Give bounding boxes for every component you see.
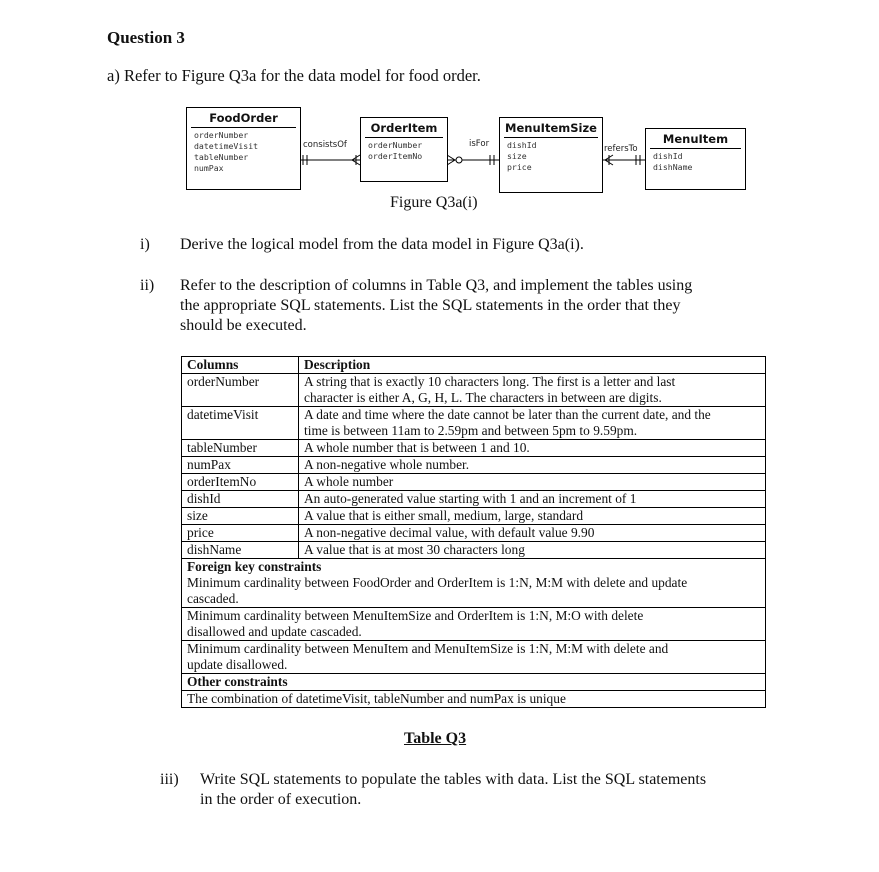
item-text: Derive the logical model from the data model in Figure Q3a(i). bbox=[180, 236, 584, 253]
item-text-line: Refer to the description of columns in Table Q3, and implement the tables using bbox=[180, 277, 693, 294]
table-row bbox=[182, 542, 766, 559]
table-row bbox=[182, 508, 766, 525]
table-row bbox=[182, 407, 766, 440]
other-text: The combination of datetimeVisit, tableNumber and numPax is unique bbox=[182, 691, 766, 708]
other-row bbox=[182, 691, 766, 708]
fk-line: Minimum cardinality between FoodOrder and OrderItem is 1:N, M:M with delete and update bbox=[187, 575, 688, 590]
header-description: Description bbox=[299, 357, 766, 374]
item-iii bbox=[160, 770, 840, 812]
table-q3 bbox=[181, 356, 766, 708]
column-description bbox=[299, 407, 766, 440]
fk-line: disallowed and update cascaded. bbox=[187, 624, 362, 639]
desc-line: character is either A, G, H, L. The characters in between are digits. bbox=[304, 390, 662, 405]
desc-line: time is between 11am to 2.59pm and between 5pm to 9.59pm. bbox=[304, 423, 638, 438]
column-description: A non-negative whole number. bbox=[299, 457, 766, 474]
attribute: datetimeVisit bbox=[194, 141, 259, 151]
fk-text bbox=[182, 575, 766, 608]
attribute: dishId bbox=[507, 140, 537, 150]
item-ii bbox=[140, 276, 820, 338]
other-heading: Other constraints bbox=[182, 674, 766, 691]
column-name: numPax bbox=[182, 457, 299, 474]
table-row bbox=[182, 525, 766, 542]
column-name: dishId bbox=[182, 491, 299, 508]
relationship-label: refersTo bbox=[604, 144, 638, 154]
item-text-line: should be executed. bbox=[180, 317, 307, 334]
column-description: An auto-generated value starting with 1 and an increment of 1 bbox=[299, 491, 766, 508]
column-name: tableNumber bbox=[182, 440, 299, 457]
figure-caption: Figure Q3a(i) bbox=[390, 194, 478, 211]
table-row bbox=[182, 474, 766, 491]
relationship-label: consistsOf bbox=[303, 140, 347, 150]
fk-text bbox=[182, 608, 766, 641]
entity-name: OrderItem bbox=[370, 121, 438, 135]
attribute: orderItemNo bbox=[368, 151, 423, 161]
column-name: size bbox=[182, 508, 299, 525]
fk-line: Minimum cardinality between MenuItem and MenuItemSize is 1:N, M:M with delete and bbox=[187, 641, 669, 656]
fk-line: cascaded. bbox=[187, 591, 239, 606]
desc-line: A date and time where the date cannot be later than the current date, and the bbox=[304, 407, 711, 422]
column-name: orderItemNo bbox=[182, 474, 299, 491]
part-a-text: a) Refer to Figure Q3a for the data model for food order. bbox=[107, 66, 481, 85]
column-description: A whole number bbox=[299, 474, 766, 491]
desc-line: A string that is exactly 10 characters long. The first is a letter and last bbox=[304, 374, 676, 389]
column-name: datetimeVisit bbox=[182, 407, 299, 440]
table-row bbox=[182, 440, 766, 457]
attribute: dishId bbox=[653, 151, 683, 161]
column-description: A non-negative decimal value, with default value 9.90 bbox=[299, 525, 766, 542]
other-heading-row bbox=[182, 674, 766, 691]
fk-line: Minimum cardinality between MenuItemSize and OrderItem is 1:N, M:O with delete bbox=[187, 608, 644, 623]
column-description: A whole number that is between 1 and 10. bbox=[299, 440, 766, 457]
entity-orderitem bbox=[360, 117, 448, 182]
item-number: i) bbox=[140, 236, 150, 253]
item-text-line: the appropriate SQL statements. List the SQL statements in the order that they bbox=[180, 297, 681, 314]
fk-line: update disallowed. bbox=[187, 657, 288, 672]
entity-menuitemsize bbox=[499, 117, 603, 193]
header-columns: Columns bbox=[182, 357, 299, 374]
table-row bbox=[182, 457, 766, 474]
column-description bbox=[299, 374, 766, 407]
attribute: orderNumber bbox=[368, 140, 423, 150]
attribute: dishName bbox=[653, 162, 693, 172]
item-text-line: in the order of execution. bbox=[200, 791, 362, 808]
table-row bbox=[182, 374, 766, 407]
fk-text bbox=[182, 641, 766, 674]
fk-row bbox=[182, 641, 766, 674]
fk-row bbox=[182, 575, 766, 608]
entity-name: MenuItem bbox=[662, 132, 729, 146]
fk-heading-row bbox=[182, 559, 766, 576]
attribute: tableNumber bbox=[194, 152, 249, 162]
item-number: ii) bbox=[140, 277, 155, 294]
attribute: size bbox=[507, 151, 527, 161]
fk-row bbox=[182, 608, 766, 641]
question-title: Question 3 bbox=[107, 28, 185, 47]
fk-heading: Foreign key constraints bbox=[182, 559, 766, 576]
entity-name: MenuItemSize bbox=[505, 121, 597, 135]
entity-name: FoodOrder bbox=[209, 111, 278, 125]
entity-foodorder bbox=[186, 107, 301, 190]
column-name: orderNumber bbox=[182, 374, 299, 407]
column-name: price bbox=[182, 525, 299, 542]
column-description: A value that is at most 30 characters long bbox=[299, 542, 766, 559]
relationship-label: isFor bbox=[469, 139, 490, 149]
attribute: numPax bbox=[194, 163, 224, 173]
table-row bbox=[182, 491, 766, 508]
attribute: price bbox=[507, 162, 532, 172]
item-i bbox=[140, 235, 820, 257]
item-text-line: Write SQL statements to populate the tables with data. List the SQL statements bbox=[200, 771, 707, 788]
item-number: iii) bbox=[160, 771, 179, 788]
table-caption: Table Q3 bbox=[404, 730, 467, 747]
column-name: dishName bbox=[182, 542, 299, 559]
column-description: A value that is either small, medium, large, standard bbox=[299, 508, 766, 525]
entity-menuitem bbox=[645, 128, 746, 190]
attribute: orderNumber bbox=[194, 130, 249, 140]
table-header-row bbox=[182, 357, 766, 374]
